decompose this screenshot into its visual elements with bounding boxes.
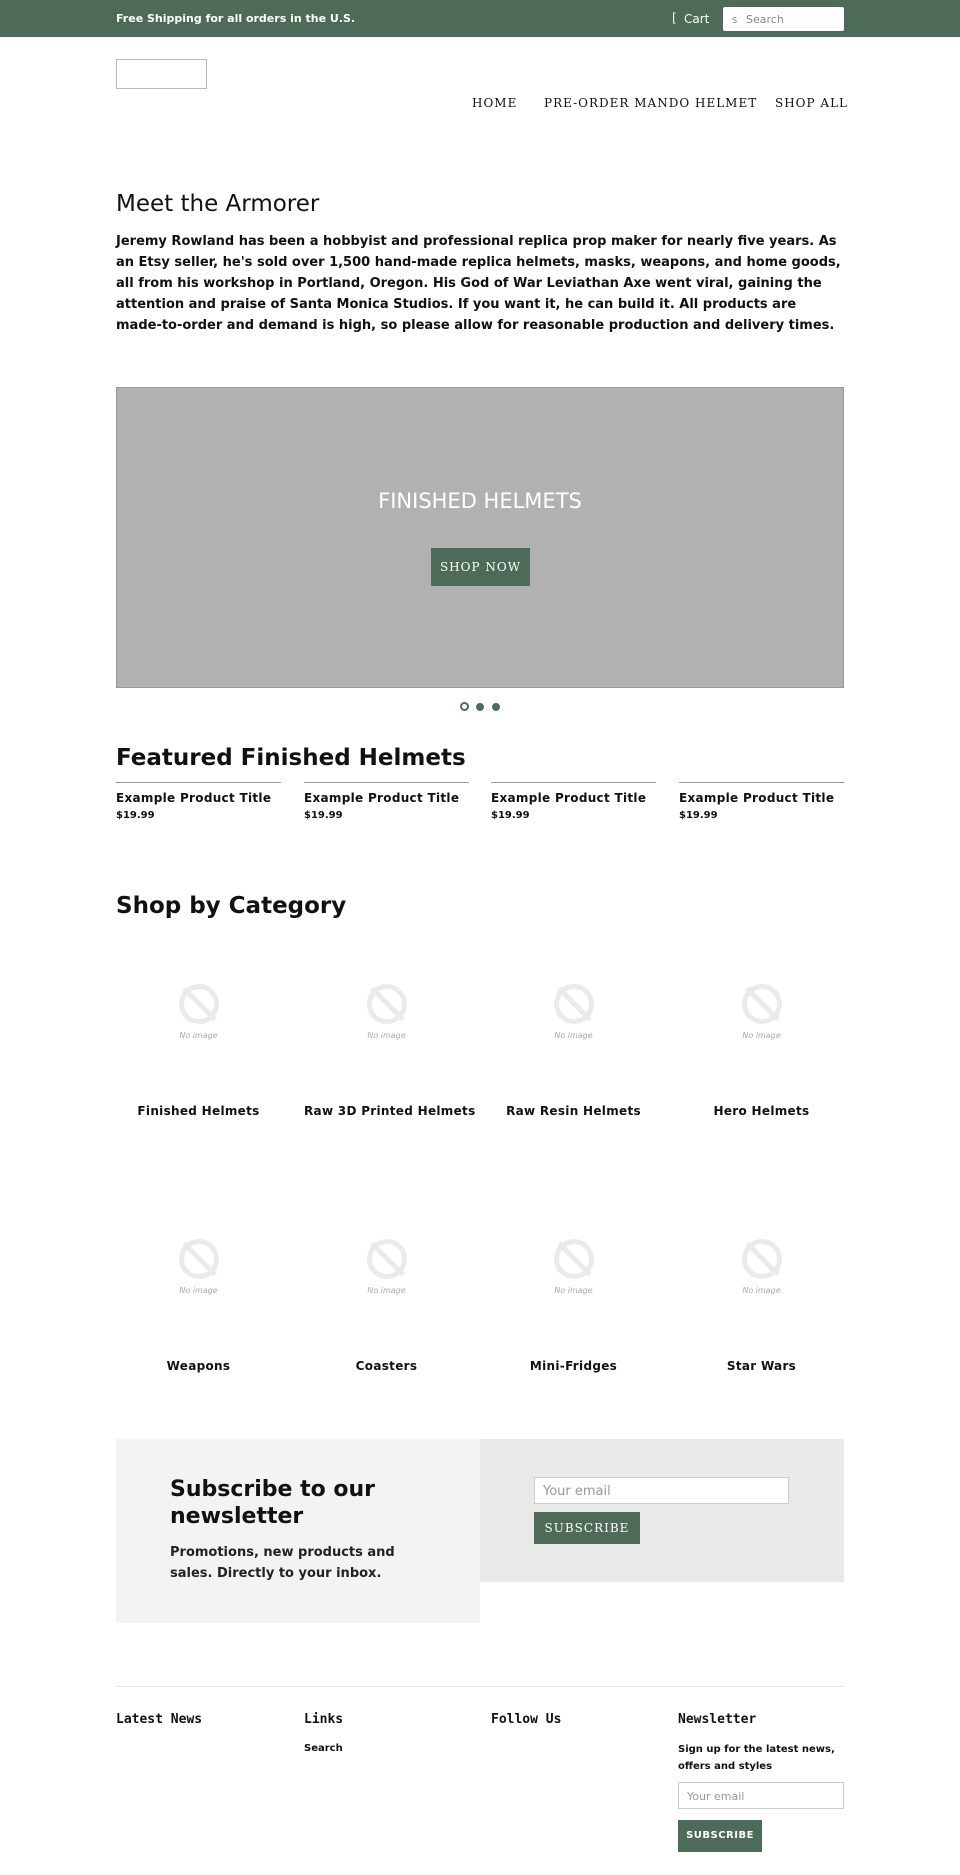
product-title[interactable]: Example Product Title	[491, 791, 647, 805]
product-card[interactable]	[679, 782, 844, 821]
shop-now-button[interactable]: SHOP NOW	[431, 548, 530, 586]
nav-pre-order-mando-helmet[interactable]: PRE-ORDER MANDO HELMET	[544, 96, 758, 110]
category-section-title: Shop by Category	[116, 893, 347, 919]
footer-newsletter-text: Sign up for the latest news, offers and styles	[678, 1744, 835, 1772]
newsletter-subtitle: Promotions, new products and sales. Directly to your inbox.	[170, 1545, 395, 1581]
slide-dot-2[interactable]	[476, 703, 484, 711]
newsletter-title: Subscribe to our newsletter	[170, 1477, 376, 1529]
footer-heading-links: Links	[304, 1712, 344, 1727]
category-name[interactable]: Star Wars	[726, 1359, 797, 1373]
no-image-label: No image	[554, 1031, 593, 1040]
footer-heading-newsletter: Newsletter	[678, 1712, 757, 1727]
nav-shop-all[interactable]: SHOP ALL	[775, 96, 849, 110]
footer-subscribe-button[interactable]: SUBSCRIBE	[678, 1820, 762, 1852]
footer-email-input[interactable]	[687, 1788, 837, 1804]
newsletter-subscribe-button[interactable]: SUBSCRIBE	[534, 1512, 640, 1544]
no-image-label: No image	[179, 1031, 218, 1040]
search-input[interactable]	[746, 11, 838, 27]
newsletter-email-input[interactable]	[543, 1482, 778, 1500]
product-title[interactable]: Example Product Title	[116, 791, 272, 805]
no-image-placeholder	[679, 984, 844, 1054]
category-name[interactable]: Hero Helmets	[713, 1104, 810, 1118]
featured-title: Featured Finished Helmets	[116, 745, 466, 771]
about-title: Meet the Armorer	[116, 191, 320, 217]
product-price: $19.99	[491, 810, 530, 821]
product-title[interactable]: Example Product Title	[304, 791, 460, 805]
search-icon: S	[732, 16, 738, 25]
product-price: $19.99	[304, 810, 343, 821]
announcement-text: Free Shipping for all orders in the U.S.	[116, 12, 356, 25]
category-name[interactable]: Finished Helmets	[137, 1104, 260, 1118]
hero-slide[interactable]	[116, 387, 844, 688]
no-image-label: No image	[179, 1286, 218, 1295]
no-image-label: No image	[742, 1031, 781, 1040]
category-name[interactable]: Mini-Fridges	[529, 1359, 618, 1373]
announcement-bar	[0, 0, 960, 37]
no-image-placeholder	[304, 984, 469, 1054]
nav-home[interactable]: HOME	[472, 96, 518, 110]
no-image-label: No image	[554, 1286, 593, 1295]
no-image-placeholder	[491, 1239, 656, 1309]
cart-link[interactable]: Cart	[684, 12, 710, 26]
product-price: $19.99	[116, 810, 155, 821]
cart-icon[interactable]: [	[672, 11, 677, 25]
no-image-label: No image	[367, 1031, 406, 1040]
footer-link-search[interactable]: Search	[304, 1743, 343, 1754]
product-card[interactable]	[491, 782, 656, 821]
category-name[interactable]: Coasters	[355, 1359, 418, 1373]
no-image-label: No image	[367, 1286, 406, 1295]
newsletter-form-panel	[480, 1439, 844, 1582]
category-name[interactable]: Weapons	[166, 1359, 231, 1373]
slide-dot-3[interactable]	[492, 703, 500, 711]
no-image-placeholder	[304, 1239, 469, 1309]
hero-title: FINISHED HELMETS	[378, 489, 582, 513]
footer-heading-latest-news: Latest News	[116, 1712, 203, 1727]
slide-dot-1[interactable]	[460, 702, 469, 711]
footer-divider	[116, 1686, 844, 1687]
product-card[interactable]	[116, 782, 281, 821]
no-image-placeholder	[491, 984, 656, 1054]
footer-email-field[interactable]	[678, 1782, 844, 1809]
category-name[interactable]: Raw 3D Printed Helmets	[304, 1104, 476, 1118]
search-box[interactable]	[723, 7, 844, 31]
about-body: Jeremy Rowland has been a hobbyist and professional replica prop maker for nearly five years. As an Etsy seller, he's sold over 1,500 hand-made replica helmets, masks, weapons, and home goods, all from his workshop in Portland, Oregon. His God of War Leviathan Axe went viral, gaining the attention and praise of Santa Monica Studios. If you want it, he can build it. All products are made-to-order and demand is high, so please allow for reasonable production and delivery times.	[116, 234, 841, 333]
newsletter-text-panel	[116, 1439, 480, 1623]
product-price: $19.99	[679, 810, 718, 821]
no-image-label: No image	[742, 1286, 781, 1295]
no-image-placeholder	[116, 984, 281, 1054]
product-title[interactable]: Example Product Title	[679, 791, 835, 805]
no-image-placeholder	[116, 1239, 281, 1309]
site-logo[interactable]	[116, 59, 207, 89]
no-image-placeholder	[679, 1239, 844, 1309]
footer-heading-follow-us: Follow Us	[491, 1712, 562, 1727]
product-card[interactable]	[304, 782, 469, 821]
newsletter-email-field[interactable]	[534, 1477, 789, 1504]
category-name[interactable]: Raw Resin Helmets	[506, 1104, 641, 1118]
